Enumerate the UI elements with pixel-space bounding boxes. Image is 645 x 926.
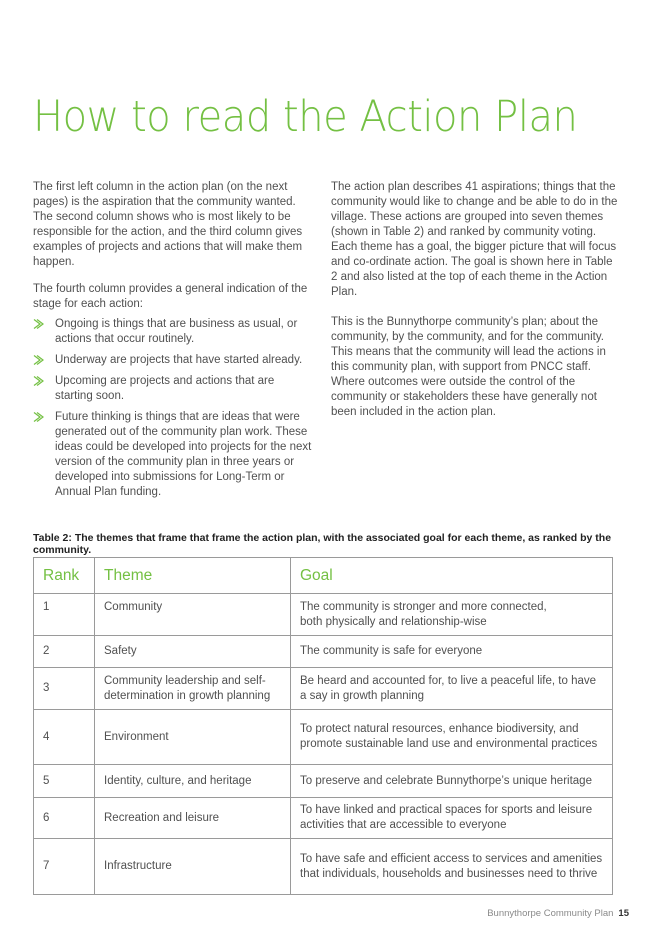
rank-cell: 7 — [34, 839, 95, 895]
page-title: How to read the Action Plan — [33, 92, 578, 142]
list-item — [33, 353, 315, 368]
theme-cell: Infrastructure — [95, 839, 291, 895]
rank-cell: 4 — [34, 710, 95, 765]
stage-list — [33, 317, 315, 500]
goal-cell: To protect natural resources, enhance biodiversity, and promote sustainable land use and environmental practices — [291, 710, 613, 765]
page-number: 15 — [618, 908, 629, 919]
table-row — [34, 594, 613, 636]
list-item — [33, 374, 315, 404]
header-theme: Theme — [95, 558, 291, 594]
stage-intro-paragraph: The fourth column provides a general indication of the stage for each action: — [33, 283, 308, 310]
list-item — [33, 410, 315, 500]
goal-cell: The community is safe for everyone — [291, 636, 613, 668]
header-rank: Rank — [34, 558, 95, 594]
theme-cell: Safety — [95, 636, 291, 668]
table-row — [34, 765, 613, 798]
left-column — [33, 180, 315, 506]
goal-cell: The community is stronger and more connected, both physically and relationship-wise — [291, 594, 613, 636]
list-item-text: Ongoing is things that are business as usual, or actions that occur routinely. — [55, 318, 298, 345]
community-plan-paragraph: This is the Bunnythorpe community’s plan; about the community, by the community, and for the community. This means that the community will lead the actions in this community plan, with support from PNCC staff. Where outcomes were outside the control of the community or stakeholders these have generally not been included in the action plan. — [331, 316, 606, 418]
double-chevron-right-icon — [33, 411, 45, 423]
double-chevron-right-icon — [33, 375, 45, 387]
goal-cell: To have safe and efficient access to services and amenities that individuals, households and businesses need to thrive — [291, 839, 613, 895]
themes-table — [33, 557, 613, 895]
header-goal: Goal — [291, 558, 613, 594]
theme-cell: Environment — [95, 710, 291, 765]
table-header-row — [34, 558, 613, 594]
theme-cell: Identity, culture, and heritage — [95, 765, 291, 798]
table-row — [34, 710, 613, 765]
table-row — [34, 636, 613, 668]
list-item — [33, 317, 315, 347]
double-chevron-right-icon — [33, 318, 45, 330]
page-footer — [487, 908, 629, 919]
rank-cell: 1 — [34, 594, 95, 636]
double-chevron-right-icon — [33, 354, 45, 366]
list-item-text: Underway are projects that have started already. — [55, 354, 303, 366]
table-row — [34, 839, 613, 895]
list-item-text: Upcoming are projects and actions that are starting soon. — [55, 375, 275, 402]
table-row — [34, 798, 613, 839]
goal-cell: To preserve and celebrate Bunnythorpe’s unique heritage — [291, 765, 613, 798]
goal-cell: To have linked and practical spaces for sports and leisure activities that are accessible to everyone — [291, 798, 613, 839]
document-name: Bunnythorpe Community Plan — [487, 908, 614, 919]
aspirations-paragraph: The action plan describes 41 aspirations; things that the community would like to change and be able to do in the village. These actions are grouped into seven themes (shown in Table 2) and ranked by community voting. Each theme has a goal, the bigger picture that will focus and co-ordinate action. The goal is shown here in Table 2 and also listed at the top of each theme in the Action Plan. — [331, 181, 618, 298]
rank-cell: 5 — [34, 765, 95, 798]
rank-cell: 2 — [34, 636, 95, 668]
right-column — [331, 180, 619, 432]
theme-cell: Community leadership and self-determination in growth planning — [95, 668, 291, 710]
goal-cell: Be heard and accounted for, to live a peaceful life, to have a say in growth planning — [291, 668, 613, 710]
list-item-text: Future thinking is things that are ideas that were generated out of the community plan work. These ideas could be developed into projects for the next version of the community plan in three years or developed into submissions for Long-Term or Annual Plan funding. — [55, 411, 312, 498]
intro-paragraph: The first left column in the action plan (on the next pages) is the aspiration that the community wanted. The second column shows who is most likely to be responsible for the action, and the third column gives examples of projects and actions that will make them happen. — [33, 181, 303, 268]
theme-cell: Community — [95, 594, 291, 636]
table-row — [34, 668, 613, 710]
table-caption: Table 2: The themes that frame that frame the action plan, with the associated goal for each theme, as ranked by the community. — [33, 532, 612, 556]
rank-cell: 3 — [34, 668, 95, 710]
rank-cell: 6 — [34, 798, 95, 839]
theme-cell: Recreation and leisure — [95, 798, 291, 839]
